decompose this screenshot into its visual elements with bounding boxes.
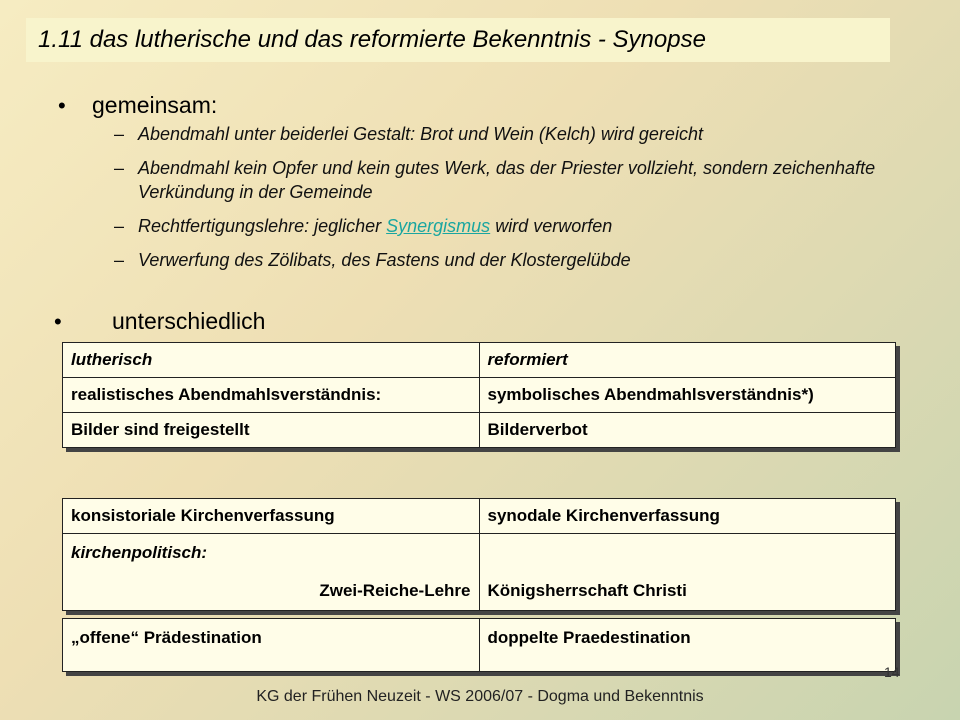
bullet: •: [58, 93, 66, 118]
title-bar: [26, 18, 890, 62]
table-cell: [63, 534, 480, 611]
text-before-link: Rechtfertigungslehre: jeglicher: [138, 216, 387, 236]
table-row: [63, 343, 896, 378]
table-cell: synodale Kirchenverfassung: [479, 499, 896, 534]
footer: KG der Frühen Neuzeit - WS 2006/07 - Dogma und Bekenntnis: [256, 688, 704, 705]
table-cell: Bilderverbot: [479, 413, 896, 448]
synergismus-link[interactable]: Synergismus: [386, 216, 491, 236]
table-row: [63, 378, 896, 413]
list-item: [114, 214, 904, 238]
list-item-text: Verwerfung des Zölibats, des Fastens und der Klostergelübde: [138, 250, 631, 270]
table-cell: konsistoriale Kirchenverfassung: [63, 499, 480, 534]
dash: –: [114, 158, 125, 178]
section-common-heading: gemeinsam:: [92, 92, 218, 118]
comparison-table-2: [62, 498, 896, 611]
list-item: [114, 122, 904, 146]
comparison-table-3: [62, 618, 896, 672]
text-after-link: wird verworfen: [490, 216, 613, 236]
section-common: [58, 92, 217, 119]
list-item-text: Abendmahl unter beiderlei Gestalt: Brot und Wein (Kelch) wird gereicht: [138, 124, 703, 144]
page-number: 14: [884, 664, 900, 680]
table-cell: symbolisches Abendmahlsverständnis*): [479, 378, 896, 413]
list-item: [114, 248, 904, 272]
list-item-text: Abendmahl kein Opfer und kein gutes Werk, das der Priester vollzieht, sondern zeichenhafte Verkündung in der Gemeinde: [138, 158, 876, 202]
table-row: [63, 499, 896, 534]
section-different: [54, 308, 265, 335]
header-reformiert: reformiert: [479, 343, 896, 378]
slide-title: 1.11 das lutherische und das reformierte Bekenntnis - Synopse: [38, 26, 706, 53]
kirchenpolitisch-label: kirchenpolitisch:: [71, 543, 208, 562]
table-cell: Bilder sind freigestellt: [63, 413, 480, 448]
bullet: •: [54, 309, 62, 334]
list-item-text: [138, 214, 612, 238]
table-cell: Königsherrschaft Christi: [479, 534, 896, 611]
table-row: [63, 413, 896, 448]
list-item: [114, 156, 904, 204]
header-lutherisch: lutherisch: [63, 343, 480, 378]
dash: –: [114, 124, 125, 144]
table-cell: realistisches Abendmahlsverständnis:: [63, 378, 480, 413]
table-cell: doppelte Praedestination: [479, 619, 896, 672]
section-different-heading: unterschiedlich: [112, 308, 266, 334]
kirchenpolitisch-value: Zwei-Reiche-Lehre: [319, 581, 471, 600]
table-row: [63, 534, 896, 611]
common-list: [114, 122, 904, 282]
table-cell: „offene“ Prädestination: [63, 619, 480, 672]
dash: –: [114, 250, 125, 270]
comparison-table-1: [62, 342, 896, 448]
dash: –: [114, 216, 125, 236]
table-row: [63, 619, 896, 672]
